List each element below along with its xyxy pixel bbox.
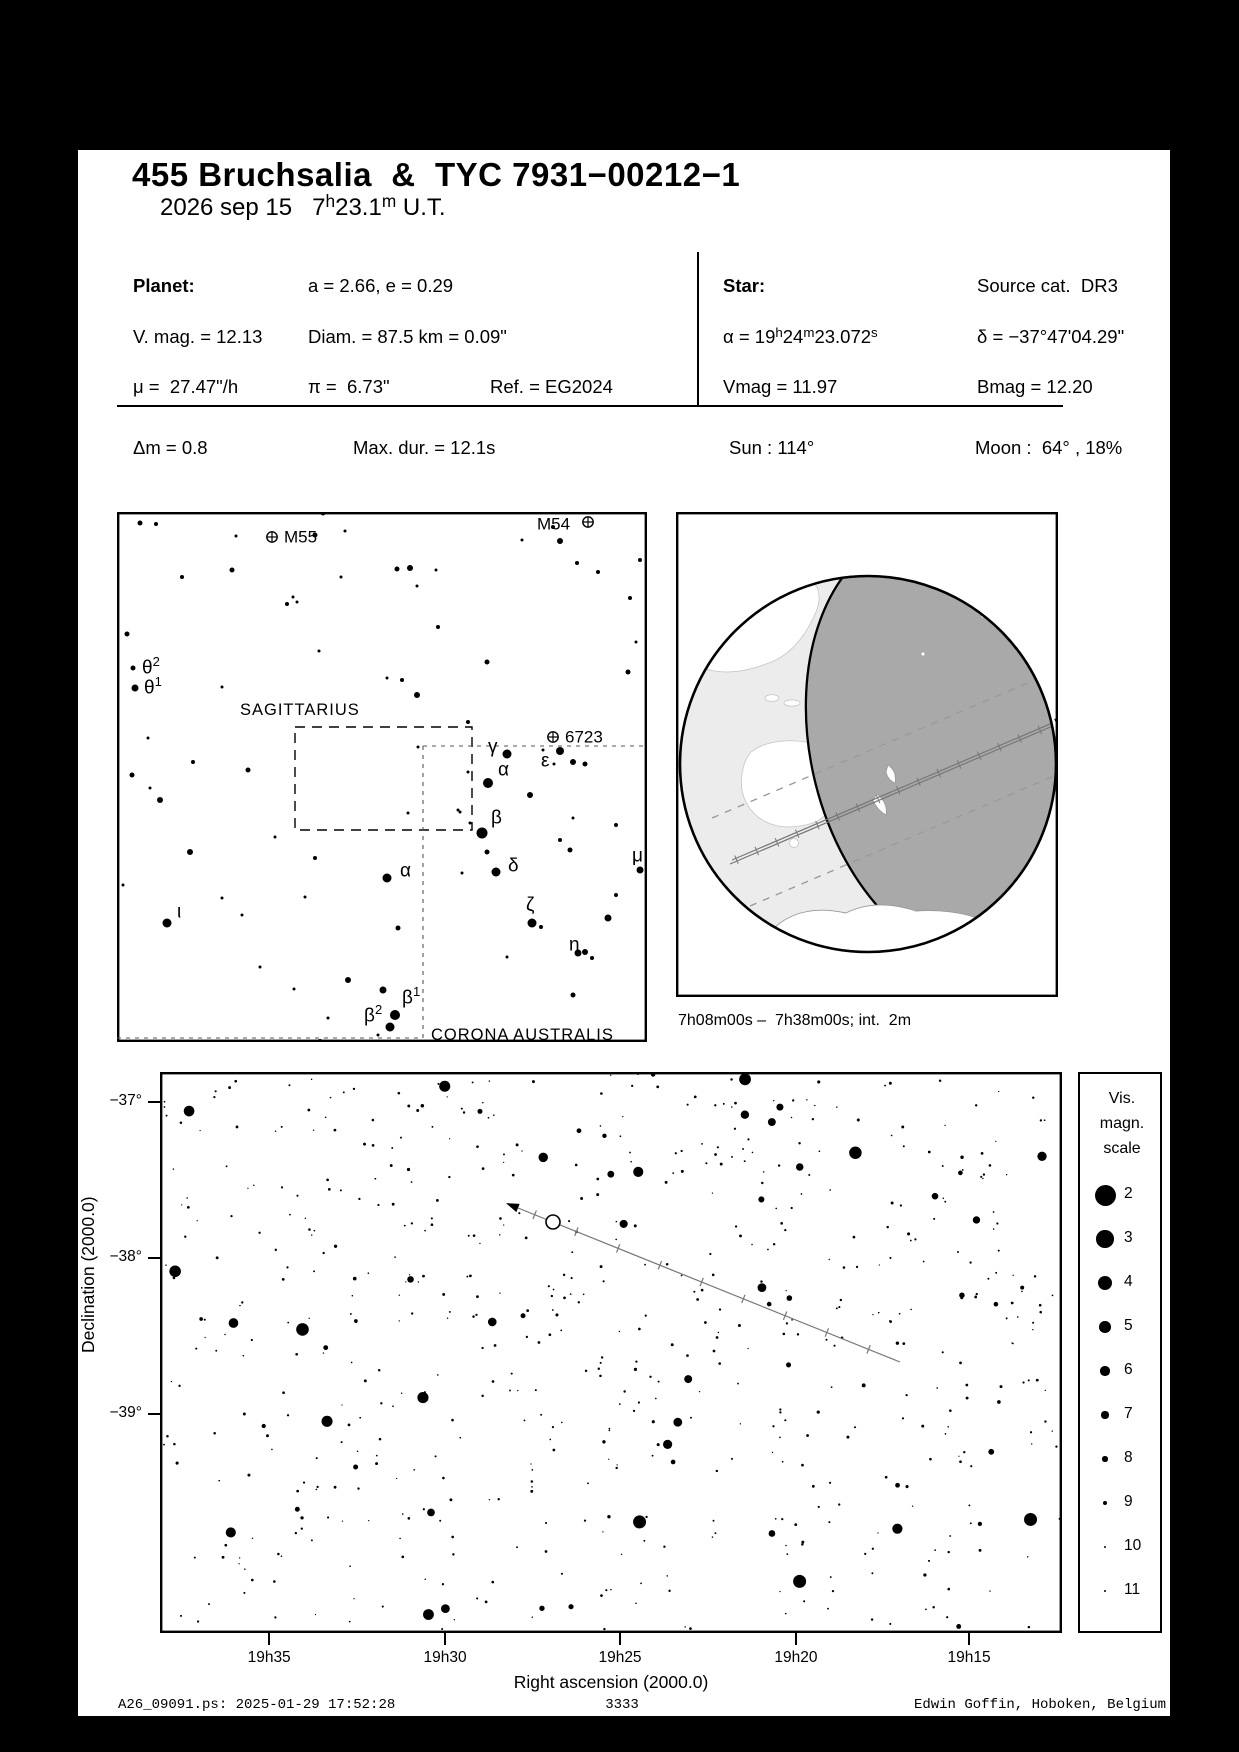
star-vmag: Vmag = 11.97 — [723, 376, 838, 397]
legend-magnitude-dot — [1095, 1185, 1116, 1206]
legend-magnitude-dot — [1104, 1590, 1106, 1592]
legend-magnitude-dot — [1101, 1411, 1108, 1418]
x-axis-label: Right ascension (2000.0) — [513, 1672, 709, 1692]
legend-magnitude-label: 7 — [1124, 1405, 1133, 1422]
motion-arrowhead — [506, 1203, 520, 1212]
deepsky-object — [537, 515, 593, 534]
x-tick-label: 19h20 — [774, 1649, 818, 1666]
legend-magnitude-label: 10 — [1124, 1537, 1142, 1554]
page-title: 455 Bruchsalia & TYC 7931−00212−1 — [132, 156, 741, 193]
star-greek-label: μ — [632, 845, 643, 867]
planet-vmag: V. mag. = 12.13 — [133, 326, 263, 347]
star-greek-label: α — [400, 860, 411, 882]
legend-magnitude-label: 4 — [1124, 1273, 1133, 1290]
legend-magnitude-dot — [1102, 1456, 1107, 1461]
target-star-marker — [546, 1215, 560, 1229]
legend-title — [1080, 1086, 1164, 1161]
star-greek-label: δ — [508, 855, 519, 877]
star-greek-label: γ — [488, 736, 498, 758]
x-tick-mark — [444, 1633, 446, 1645]
footer-page-number: 3333 — [605, 1697, 639, 1713]
planet-label: Planet: — [133, 275, 195, 296]
star-greek-label: ε — [541, 750, 550, 772]
star-greek-label: α — [498, 759, 509, 781]
x-tick-mark — [619, 1633, 621, 1645]
legend-magnitude-dot — [1096, 1230, 1114, 1248]
legend-title-line: magn. — [1099, 1115, 1145, 1132]
star-greek-label: ι — [177, 901, 182, 923]
planet-motion: μ = 27.47"/h — [133, 376, 239, 397]
legend-magnitude-label: 8 — [1124, 1449, 1133, 1466]
orbit-elements: a = 2.66, e = 0.29 — [308, 275, 454, 296]
legend-magnitude-label: 9 — [1124, 1493, 1133, 1510]
legend-magnitude-dot — [1098, 1276, 1112, 1290]
deepsky-object — [267, 528, 317, 547]
deepsky-object — [548, 728, 603, 747]
y-tick-label: −37° — [109, 1091, 142, 1109]
legend-magnitude-label: 11 — [1124, 1581, 1141, 1598]
x-tick-mark — [968, 1633, 970, 1645]
detail-star-chart — [160, 1072, 1062, 1633]
planet-parallax: π = 6.73" — [308, 376, 390, 397]
legend-magnitude-dot — [1099, 1321, 1111, 1333]
star-layer — [122, 512, 644, 1042]
max-duration: Max. dur. = 12.1s — [353, 437, 496, 458]
constellation-label: CORONA AUSTRALIS — [431, 1026, 614, 1042]
y-tick-mark — [148, 1101, 160, 1103]
star-greek-label: $\beta^1$ — [402, 983, 421, 1009]
star-greek-label: $\beta^2$ — [364, 1001, 383, 1027]
star-label: Star: — [723, 275, 766, 296]
star-greek-label: β — [491, 807, 502, 829]
star-ra: $\alpha = 19^h24^m23.072^s$ — [723, 325, 878, 347]
deepsky-label: 6723 — [565, 727, 603, 747]
y-tick-mark — [148, 1413, 160, 1415]
x-tick-mark — [795, 1633, 797, 1645]
x-tick-label: 19h30 — [423, 1649, 467, 1666]
star-greek-label: ζ — [526, 894, 535, 916]
footer-filename: A26_09091.ps: 2025-01-29 17:52:28 — [118, 1697, 396, 1713]
legend-title-line: Vis. — [1108, 1090, 1136, 1107]
x-tick-label: 19h35 — [247, 1649, 291, 1666]
x-tick-mark — [268, 1633, 270, 1645]
star-greek-label: $\theta^1$ — [144, 673, 162, 699]
x-tick-label: 19h15 — [947, 1649, 991, 1666]
path-time-caption: 7h08m00s – 7h38m00s; int. 2m — [678, 1012, 912, 1029]
finder-chart — [117, 512, 647, 1042]
legend-magnitude-dot — [1100, 1366, 1109, 1375]
detail-frame — [161, 1073, 1061, 1632]
orbit-reference: Ref. = EG2024 — [490, 376, 613, 397]
magnitude-drop: Δm = 0.8 — [133, 437, 208, 458]
x-tick-label: 19h25 — [598, 1649, 642, 1666]
legend-magnitude-dot — [1104, 1546, 1107, 1549]
sun-elongation: Sun : 114° — [729, 437, 815, 458]
event-datetime: 2026 sep 15 7$^h$23.1$^m$ U.T. — [160, 191, 446, 221]
magnitude-legend — [1078, 1072, 1162, 1633]
zoom-box-dashed — [295, 727, 472, 830]
legend-magnitude-label: 6 — [1124, 1361, 1133, 1378]
legend-title-line: scale — [1103, 1140, 1141, 1157]
star-field — [163, 1072, 1061, 1630]
star-greek-label: η — [569, 934, 580, 956]
target-motion-trail — [518, 1208, 900, 1362]
deepsky-label: M55 — [284, 527, 318, 547]
legend-magnitude-label: 5 — [1124, 1317, 1133, 1334]
globe-panel — [676, 512, 1058, 997]
star-dec: δ = −37°47'04.29" — [977, 326, 1125, 347]
earth-globe — [676, 512, 1058, 997]
moon-elongation: Moon : 64° , 18% — [975, 437, 1123, 458]
star-greek-label: $\theta^2$ — [142, 653, 160, 679]
finder-chart-panel — [117, 512, 647, 1042]
page — [78, 150, 1170, 1716]
finder-frame — [118, 513, 646, 1041]
planet-diameter: Diam. = 87.5 km = 0.09" — [308, 326, 507, 347]
detail-chart-panel — [160, 1072, 1062, 1633]
y-axis-label: Declination (2000.0) — [78, 1196, 98, 1353]
y-tick-label: −38° — [109, 1248, 142, 1266]
footer-author: Edwin Goffin, Hoboken, Belgium — [913, 1697, 1166, 1713]
legend-magnitude-label: 2 — [1124, 1185, 1133, 1202]
legend-magnitude-label: 3 — [1124, 1229, 1133, 1246]
table-rule — [117, 405, 1063, 407]
source-catalog: Source cat. DR3 — [977, 275, 1118, 296]
star-bmag: Bmag = 12.20 — [977, 376, 1093, 397]
y-tick-mark — [148, 1257, 160, 1259]
y-tick-label: −39° — [109, 1404, 142, 1422]
table-divider — [697, 252, 699, 406]
constellation-label: SAGITTARIUS — [240, 701, 360, 719]
deepsky-label: M54 — [537, 514, 571, 534]
legend-magnitude-dot — [1103, 1501, 1107, 1505]
